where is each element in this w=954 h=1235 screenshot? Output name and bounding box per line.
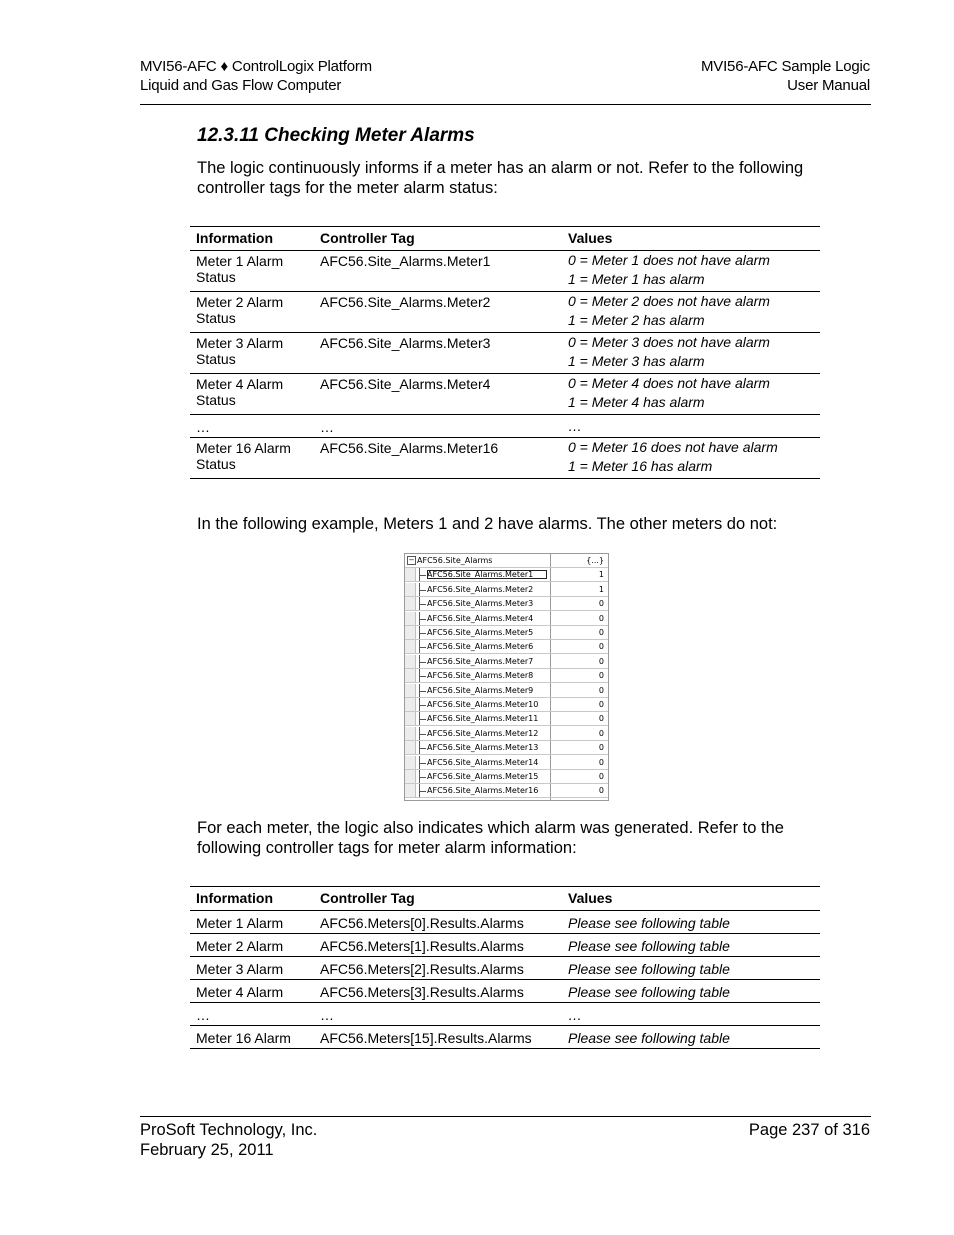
table-row bbox=[190, 911, 820, 934]
meter-alarms-table bbox=[190, 886, 820, 1049]
grid-row-gutter bbox=[405, 640, 416, 653]
col-information: Information bbox=[190, 227, 314, 251]
header-right bbox=[701, 57, 870, 95]
grid-row bbox=[405, 784, 608, 798]
grid-tag-name: AFC56.Site_Alarms.Meter6 bbox=[427, 642, 534, 652]
table-row bbox=[190, 1003, 820, 1026]
cell-values: Please see following table bbox=[562, 934, 820, 957]
value-has-alarm: 1 = Meter 2 has alarm bbox=[568, 312, 705, 328]
grid-tag-name: AFC56.Site_Alarms.Meter7 bbox=[427, 656, 534, 666]
grid-row bbox=[405, 597, 608, 611]
grid-row bbox=[405, 741, 608, 755]
grid-tag-value: 0 bbox=[598, 772, 604, 781]
table-row bbox=[190, 415, 820, 438]
cell-information: … bbox=[190, 1003, 314, 1026]
grid-row bbox=[405, 583, 608, 597]
cell-values bbox=[562, 415, 820, 438]
grid-tag-name: AFC56.Site_Alarms.Meter15 bbox=[427, 772, 539, 781]
cell-information: Meter 2 Alarm bbox=[190, 934, 314, 957]
grid-tag-name: AFC56.Site_Alarms.Meter12 bbox=[427, 728, 539, 738]
grid-row-gutter bbox=[405, 727, 416, 740]
cell-values bbox=[562, 438, 820, 479]
grid-row-gutter bbox=[405, 741, 416, 754]
grid-row-gutter bbox=[405, 655, 416, 668]
grid-tag-value: 0 bbox=[598, 714, 604, 724]
tree-connector bbox=[419, 684, 426, 697]
cell-controller-tag: AFC56.Site_Alarms.Meter16 bbox=[314, 438, 562, 479]
cell-controller-tag: AFC56.Meters[2].Results.Alarms bbox=[314, 957, 562, 980]
header-left bbox=[140, 57, 372, 95]
cell-values bbox=[562, 251, 820, 292]
col-controller-tag: Controller Tag bbox=[314, 227, 562, 251]
cell-values bbox=[562, 292, 820, 333]
cell-controller-tag: AFC56.Meters[1].Results.Alarms bbox=[314, 934, 562, 957]
cell-information: Meter 4 Alarm Status bbox=[190, 374, 314, 415]
grid-tag-value: 0 bbox=[598, 599, 604, 609]
tree-connector bbox=[419, 756, 426, 769]
grid-tag-value: 1 bbox=[598, 584, 604, 594]
value-no-alarm: 0 = Meter 4 does not have alarm bbox=[568, 375, 770, 391]
cell-values: Please see following table bbox=[562, 980, 820, 1003]
site-alarms-table bbox=[190, 226, 820, 479]
cell-values: Please see following table bbox=[562, 1026, 820, 1049]
tree-connector bbox=[419, 698, 426, 711]
col-values: Values bbox=[562, 887, 820, 911]
grid-row-gutter bbox=[405, 784, 416, 797]
tree-connector bbox=[419, 568, 426, 581]
grid-row bbox=[405, 568, 608, 582]
grid-row-gutter bbox=[405, 684, 416, 697]
header-divider bbox=[140, 104, 871, 105]
grid-row bbox=[405, 612, 608, 626]
grid-tag-value: 0 bbox=[598, 671, 604, 681]
grid-row bbox=[405, 640, 608, 654]
cell-information: Meter 1 Alarm Status bbox=[190, 251, 314, 292]
collapse-icon: − bbox=[408, 556, 415, 564]
example-paragraph: In the following example, Meters 1 and 2 have alarms. The other meters do not: bbox=[197, 515, 778, 533]
cell-information: … bbox=[190, 415, 314, 438]
header-product: MVI56-AFC ♦ ControlLogix Platform bbox=[140, 58, 372, 75]
grid-tag-value: 0 bbox=[598, 700, 604, 709]
tree-connector bbox=[419, 669, 426, 682]
table-row bbox=[190, 980, 820, 1003]
value-has-alarm: 1 = Meter 4 has alarm bbox=[568, 394, 705, 410]
grid-tag-name: AFC56.Site_Alarms.Meter3 bbox=[427, 599, 534, 609]
cell-information: Meter 2 Alarm Status bbox=[190, 292, 314, 333]
grid-row-gutter bbox=[405, 756, 416, 769]
cell-information: Meter 3 Alarm bbox=[190, 957, 314, 980]
grid-row bbox=[405, 684, 608, 698]
grid-row bbox=[405, 770, 608, 784]
cell-controller-tag: AFC56.Meters[3].Results.Alarms bbox=[314, 980, 562, 1003]
table-header-row bbox=[190, 227, 820, 251]
header-manual: User Manual bbox=[787, 77, 870, 94]
cell-controller-tag: AFC56.Site_Alarms.Meter1 bbox=[314, 251, 562, 292]
value-has-alarm: 1 = Meter 1 has alarm bbox=[568, 271, 705, 287]
cell-information: Meter 3 Alarm Status bbox=[190, 333, 314, 374]
value-no-alarm: 0 = Meter 16 does not have alarm bbox=[568, 439, 778, 455]
tree-connector bbox=[419, 612, 426, 625]
value-no-alarm: 0 = Meter 3 does not have alarm bbox=[568, 334, 770, 350]
grid-tag-value: 0 bbox=[598, 656, 604, 666]
grid-tag-name: AFC56.Site_Alarms.Meter4 bbox=[427, 613, 534, 623]
cell-controller-tag: … bbox=[314, 1003, 562, 1026]
grid-tag-name: AFC56.Site_Alarms.Meter1 bbox=[427, 570, 547, 579]
tree-connector bbox=[419, 640, 426, 653]
table-row bbox=[190, 438, 820, 479]
table-row bbox=[190, 957, 820, 980]
cell-information: Meter 1 Alarm bbox=[190, 911, 314, 934]
cell-information: Meter 16 Alarm bbox=[190, 1026, 314, 1049]
value-has-alarm: 1 = Meter 16 has alarm bbox=[568, 458, 713, 474]
tree-connector bbox=[419, 770, 426, 783]
col-values: Values bbox=[562, 227, 820, 251]
footer-left bbox=[140, 1120, 317, 1160]
page-number: Page 237 of 316 bbox=[748, 1121, 870, 1139]
grid-row-gutter bbox=[405, 612, 416, 625]
grid-tag-name: AFC56.Site_Alarms.Meter11 bbox=[427, 714, 539, 724]
grid-tag-name: AFC56.Site_Alarms.Meter2 bbox=[427, 584, 534, 594]
header-chapter: MVI56-AFC Sample Logic bbox=[700, 58, 870, 75]
value-no-alarm: 0 = Meter 1 does not have alarm bbox=[568, 252, 770, 268]
cell-values bbox=[562, 333, 820, 374]
section-heading: 12.3.11 Checking Meter Alarms bbox=[197, 125, 475, 146]
tree-connector bbox=[419, 784, 426, 797]
cell-values: Please see following table bbox=[562, 911, 820, 934]
cell-values: … bbox=[562, 1003, 820, 1026]
cell-values: Please see following table bbox=[562, 957, 820, 980]
table-row bbox=[190, 374, 820, 415]
grid-tag-name: AFC56.Site_Alarms.Meter16 bbox=[427, 786, 539, 796]
value-has-alarm: 1 = Meter 3 has alarm bbox=[568, 353, 705, 369]
footer-divider bbox=[140, 1116, 871, 1117]
grid-tag-value: 0 bbox=[598, 757, 604, 767]
grid-row-gutter bbox=[405, 568, 416, 581]
grid-tag-value: 0 bbox=[598, 613, 604, 623]
table-row bbox=[190, 934, 820, 957]
cell-information: Meter 4 Alarm bbox=[190, 980, 314, 1003]
grid-tag-name: AFC56.Site_Alarms.Meter9 bbox=[427, 685, 534, 695]
grid-root-label: AFC56.Site_Alarms bbox=[417, 556, 493, 565]
grid-row-gutter bbox=[405, 597, 416, 610]
controller-tags-screenshot bbox=[404, 553, 609, 801]
grid-row-gutter bbox=[405, 770, 416, 783]
grid-tag-name: AFC56.Site_Alarms.Meter14 bbox=[427, 757, 539, 767]
cell-controller-tag: … bbox=[314, 415, 562, 438]
grid-tag-value: 0 bbox=[598, 743, 604, 753]
cell-values bbox=[562, 374, 820, 415]
footer-company: ProSoft Technology, Inc. bbox=[140, 1121, 318, 1139]
grid-row bbox=[405, 727, 608, 741]
col-information: Information bbox=[190, 887, 314, 911]
table-row bbox=[190, 292, 820, 333]
each-meter-paragraph: For each meter, the logic also indicates which alarm was generated. Refer to the following controller tags for meter alarm information: bbox=[197, 819, 784, 857]
grid-tag-value: 0 bbox=[598, 642, 604, 652]
tree-connector bbox=[419, 741, 426, 754]
cell-controller-tag: AFC56.Meters[0].Results.Alarms bbox=[314, 911, 562, 934]
grid-row-gutter bbox=[405, 626, 416, 639]
grid-row bbox=[405, 669, 608, 683]
col-controller-tag: Controller Tag bbox=[314, 887, 562, 911]
tree-connector bbox=[419, 597, 426, 610]
tree-connector bbox=[419, 655, 426, 668]
header-subtitle: Liquid and Gas Flow Computer bbox=[140, 77, 342, 94]
grid-root-row bbox=[405, 554, 608, 568]
table-header-row bbox=[190, 887, 820, 911]
grid-row-gutter bbox=[405, 669, 416, 682]
footer-date: February 25, 2011 bbox=[140, 1141, 274, 1159]
grid-tag-name: AFC56.Site_Alarms.Meter5 bbox=[427, 628, 534, 637]
grid-row bbox=[405, 655, 608, 669]
grid-tag-name: AFC56.Site_Alarms.Meter10 bbox=[427, 700, 539, 709]
grid-row-gutter bbox=[405, 698, 416, 711]
grid-tag-value: 0 bbox=[598, 685, 604, 695]
table-row bbox=[190, 333, 820, 374]
grid-root-value: {...} bbox=[586, 556, 604, 565]
grid-row bbox=[405, 626, 608, 640]
value-no-alarm: 0 = Meter 2 does not have alarm bbox=[568, 293, 770, 309]
grid-tag-value: 0 bbox=[598, 786, 604, 796]
cell-controller-tag: AFC56.Meters[15].Results.Alarms bbox=[314, 1026, 562, 1049]
tree-connector bbox=[419, 626, 426, 639]
table-row bbox=[190, 251, 820, 292]
cell-information: Meter 16 Alarm Status bbox=[190, 438, 314, 479]
tree-connector bbox=[419, 727, 426, 740]
grid-row bbox=[405, 756, 608, 770]
grid-tag-value: 1 bbox=[598, 570, 604, 580]
grid-row-gutter bbox=[405, 583, 416, 596]
grid-row bbox=[405, 698, 608, 712]
table-row bbox=[190, 1026, 820, 1049]
tree-connector bbox=[419, 712, 426, 725]
grid-tag-name: AFC56.Site_Alarms.Meter13 bbox=[427, 743, 539, 753]
footer-right bbox=[749, 1120, 870, 1140]
cell-controller-tag: AFC56.Site_Alarms.Meter4 bbox=[314, 374, 562, 415]
grid-row bbox=[405, 712, 608, 726]
grid-tag-name: AFC56.Site_Alarms.Meter8 bbox=[427, 671, 534, 681]
grid-row-gutter bbox=[405, 712, 416, 725]
cell-controller-tag: AFC56.Site_Alarms.Meter2 bbox=[314, 292, 562, 333]
grid-tag-value: 0 bbox=[598, 628, 604, 637]
grid-tag-value: 0 bbox=[598, 728, 604, 738]
value-no-alarm: … bbox=[568, 418, 582, 434]
intro-paragraph: The logic continuously informs if a meter has an alarm or not. Refer to the following controller tags for the meter alarm status: bbox=[197, 159, 804, 197]
tree-connector bbox=[419, 583, 426, 596]
cell-controller-tag: AFC56.Site_Alarms.Meter3 bbox=[314, 333, 562, 374]
